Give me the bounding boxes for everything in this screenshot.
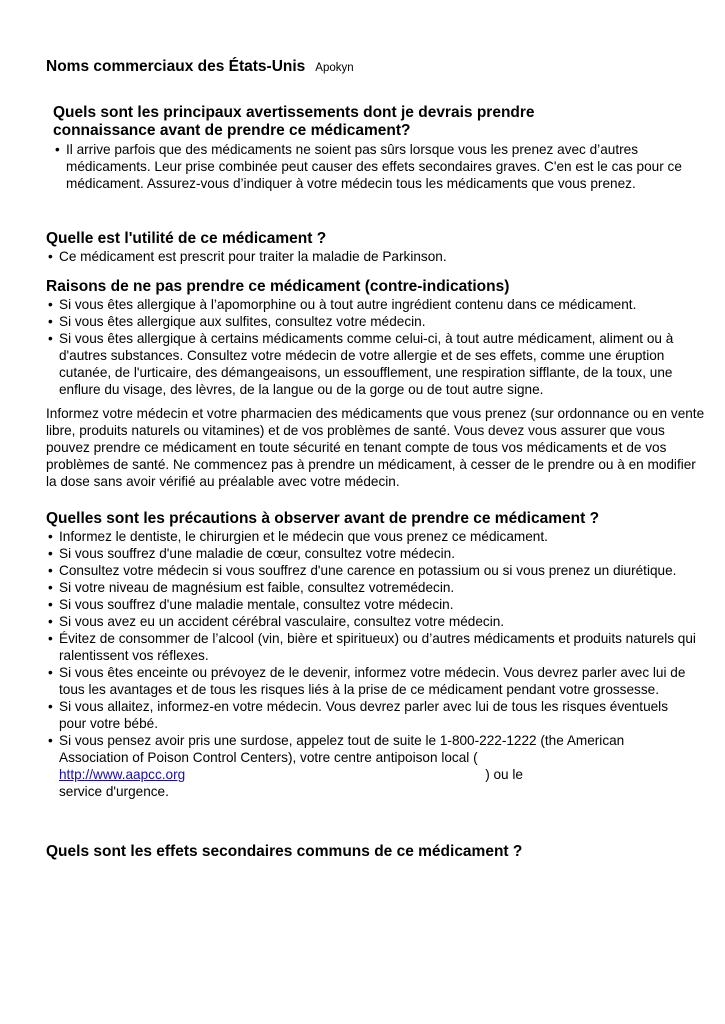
list-item: • Si vous allaitez, informez-en votre médecin. Vous devrez parler avec lui de tous les risques éventuels pour votre bébé. [46, 698, 696, 732]
list-item: • Si vous êtes allergique aux sulfites, consultez votre médecin. [46, 313, 696, 330]
aapcc-link[interactable]: http://www.aapcc.org [59, 767, 186, 782]
list-item: • Évitez de consommer de l’alcool (vin, bière et spiritueux) ou d’autres médicaments et produits naturels qui ralentissent vos réflexes. [46, 630, 696, 664]
list-item: • Si vous êtes allergique à certains médicaments comme celui-ci, à tout autre médicament, aliment ou à d'autres substances. Consultez votre médecin de votre allergie et de ses effets, comme une éruption cutanée, de l'urticaire, des démangeaisons, un essoufflement, une respiration sifflante, de la toux, une enflure du visage, des lèvres, de la langue ou de la gorge ou de tout autre signe. [46, 330, 696, 398]
warnings-heading: Quels sont les principaux avertissements dont je devrais prendre connaissance avant de prendre ce médicament? [53, 104, 535, 139]
precautions-heading: Quelles sont les précautions à observer avant de prendre ce médicament ? [46, 510, 600, 527]
list-item: • Il arrive parfois que des médicaments ne soient pas sûrs lorsque vous les prenez avec d’autres médicaments. Leur prise combinée peut causer des effets secondaires graves. C'en est le cas pour ce médicament. Assurez-vous d’indiquer à votre médecin tous les médicaments que vous prenez. [53, 141, 693, 192]
contraindications-note: Informez votre médecin et votre pharmacien des médicaments que vous prenez (sur ordonnance ou en vente libre, produits naturels ou vitamines) et de vos problèmes de santé. Vous devez vous assurer que vous pouvez prendre ce médicament en toute sécurité en tenant compte de tous vos médicaments et de vos problèmes de santé. Ne commencez pas à prendre un médicament, à cesser de le prendre ou à en modifier la dose sans avoir vérifié au préalable avec votre médecin. [46, 406, 705, 489]
side-effects-heading: Quels sont les effets secondaires communs de ce médicament ? [46, 843, 523, 860]
usage-heading: Quelle est l'utilité de ce médicament ? [46, 230, 327, 247]
brand-names-value: Apokyn [315, 62, 354, 74]
list-item: • Ce médicament est prescrit pour traiter la maladie de Parkinson. [46, 248, 696, 265]
brand-names-row [46, 58, 725, 76]
warnings-list [53, 141, 693, 192]
contraindications-heading: Raisons de ne pas prendre ce médicament (contre-indications) [46, 278, 510, 295]
contraindications-list [46, 296, 696, 398]
list-item: • Si vous avez eu un accident cérébral vasculaire, consultez votre médecin. [46, 613, 696, 630]
precautions-list [46, 528, 696, 800]
list-item: • Si vous souffrez d'une maladie mentale, consultez votre médecin. [46, 596, 696, 613]
list-item: • Si votre niveau de magnésium est faible, consultez votremédecin. [46, 579, 696, 596]
list-item: • Consultez votre médecin si vous souffrez d'une carence en potassium ou si vous prenez un diurétique. [46, 562, 696, 579]
list-item: • Informez le dentiste, le chirurgien et le médecin que vous prenez ce médicament. [46, 528, 696, 545]
overdose-item: • Si vous pensez avoir pris une surdose, appelez tout de suite le 1-800-222-1222 (the American Association of Poison Control Centers), votre centre antipoison local ( http://www.aapcc.org ) ou le service d'urgence. [46, 732, 696, 800]
list-item: • Si vous souffrez d'une maladie de cœur, consultez votre médecin. [46, 545, 696, 562]
list-item: • Si vous êtes enceinte ou prévoyez de le devenir, informez votre médecin. Vous devrez parler avec lui de tous les avantages et de tous les risques liés à la prise de ce médicament pendant votre grossesse. [46, 664, 696, 698]
usage-list [46, 248, 696, 265]
brand-names-label: Noms commerciaux des États-Unis [46, 58, 306, 75]
list-item: • Si vous êtes allergique à l’apomorphine ou à tout autre ingrédient contenu dans ce médicament. [46, 296, 696, 313]
